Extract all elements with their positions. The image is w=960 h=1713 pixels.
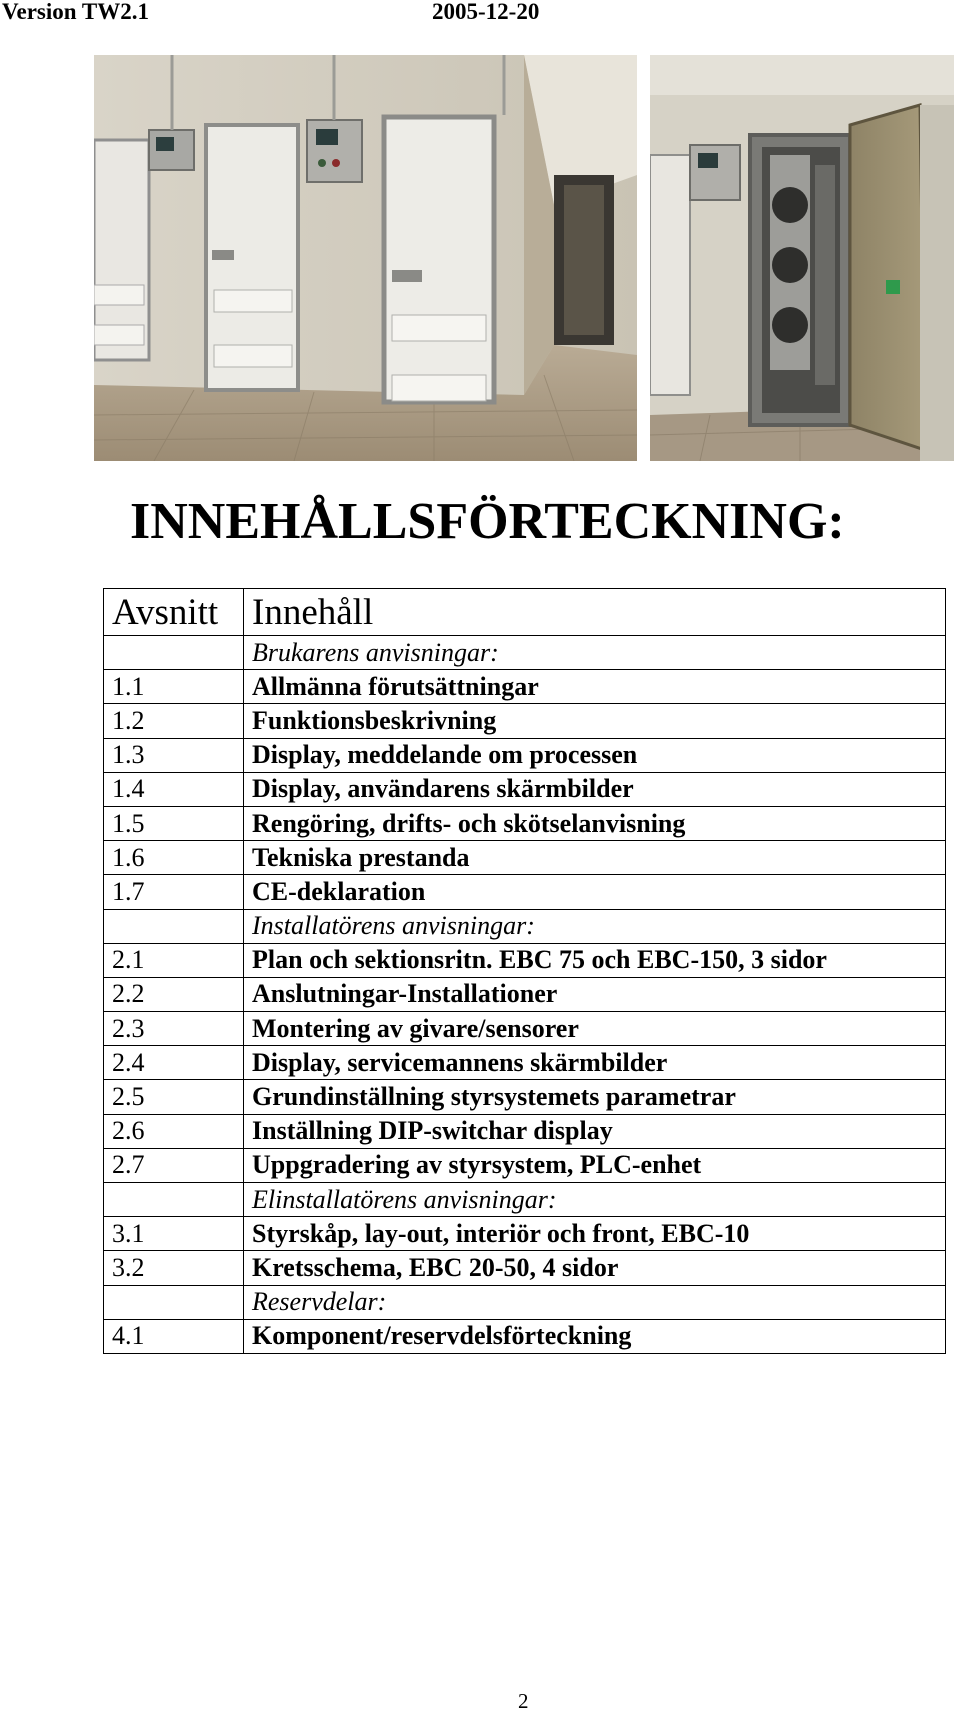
section-heading: Brukarens anvisningar:: [244, 636, 946, 670]
table-row: [104, 1251, 946, 1285]
table-row: [104, 1046, 946, 1080]
section-title: Kretsschema, EBC 20-50, 4 sidor: [244, 1251, 946, 1285]
section-number: 3.1: [104, 1217, 244, 1251]
header-version: Version TW2.1: [2, 0, 149, 24]
table-row: [104, 772, 946, 806]
section-title: Display, meddelande om processen: [244, 738, 946, 772]
table-row: [104, 1217, 946, 1251]
section-heading-row: [104, 636, 946, 670]
section-title: Funktionsbeskrivning: [244, 704, 946, 738]
table-row: [104, 670, 946, 704]
page-number: 2: [518, 1689, 529, 1713]
section-number: [104, 909, 244, 943]
section-title: Komponent/reservdelsförteckning: [244, 1319, 946, 1353]
section-number: 1.7: [104, 875, 244, 909]
section-number: 2.5: [104, 1080, 244, 1114]
table-row: [104, 875, 946, 909]
column-header-content: Innehåll: [244, 589, 946, 636]
section-heading: Installatörens anvisningar:: [244, 909, 946, 943]
table-row: [104, 1012, 946, 1046]
table-row: [104, 704, 946, 738]
header-date: 2005-12-20: [432, 0, 540, 24]
section-number: [104, 636, 244, 670]
table-of-contents: [103, 588, 946, 1354]
section-number: [104, 1183, 244, 1217]
table-row: [104, 977, 946, 1011]
photo-open-cold-room: [650, 55, 954, 461]
table-row: [104, 1148, 946, 1182]
column-header-section: Avsnitt: [104, 589, 244, 636]
photo-cold-room-doors: [94, 55, 637, 461]
table-header-row: [104, 589, 946, 636]
section-title: Plan och sektionsritn. EBC 75 och EBC-150, 3 sidor: [244, 943, 946, 977]
section-title: Display, användarens skärmbilder: [244, 772, 946, 806]
section-number: 2.4: [104, 1046, 244, 1080]
section-title: Uppgradering av styrsystem, PLC-enhet: [244, 1148, 946, 1182]
section-title: Grundinställning styrsystemets parametrar: [244, 1080, 946, 1114]
table-row: [104, 841, 946, 875]
table-row: [104, 1319, 946, 1353]
section-number: 1.3: [104, 738, 244, 772]
section-number: 2.2: [104, 977, 244, 1011]
section-number: [104, 1285, 244, 1319]
section-heading-row: [104, 1183, 946, 1217]
section-number: 2.6: [104, 1114, 244, 1148]
section-number: 2.3: [104, 1012, 244, 1046]
section-number: 1.6: [104, 841, 244, 875]
section-title: Allmänna förutsättningar: [244, 670, 946, 704]
section-heading-row: [104, 909, 946, 943]
table-row: [104, 943, 946, 977]
section-number: 3.2: [104, 1251, 244, 1285]
table-row: [104, 806, 946, 840]
section-number: 2.1: [104, 943, 244, 977]
section-number: 1.4: [104, 772, 244, 806]
section-heading-row: [104, 1285, 946, 1319]
section-number: 1.5: [104, 806, 244, 840]
section-title: Inställning DIP-switchar display: [244, 1114, 946, 1148]
table-row: [104, 1080, 946, 1114]
document-title: INNEHÅLLSFÖRTECKNING:: [130, 493, 845, 550]
section-title: CE-deklaration: [244, 875, 946, 909]
section-number: 1.1: [104, 670, 244, 704]
section-number: 1.2: [104, 704, 244, 738]
table-row: [104, 1114, 946, 1148]
section-title: Tekniska prestanda: [244, 841, 946, 875]
section-title: Montering av givare/sensorer: [244, 1012, 946, 1046]
section-title: Rengöring, drifts- och skötselanvisning: [244, 806, 946, 840]
section-heading: Elinstallatörens anvisningar:: [244, 1183, 946, 1217]
section-title: Styrskåp, lay-out, interiör och front, EBC-10: [244, 1217, 946, 1251]
section-number: 4.1: [104, 1319, 244, 1353]
section-heading: Reservdelar:: [244, 1285, 946, 1319]
section-number: 2.7: [104, 1148, 244, 1182]
section-title: Display, servicemannens skärmbilder: [244, 1046, 946, 1080]
section-title: Anslutningar-Installationer: [244, 977, 946, 1011]
table-row: [104, 738, 946, 772]
